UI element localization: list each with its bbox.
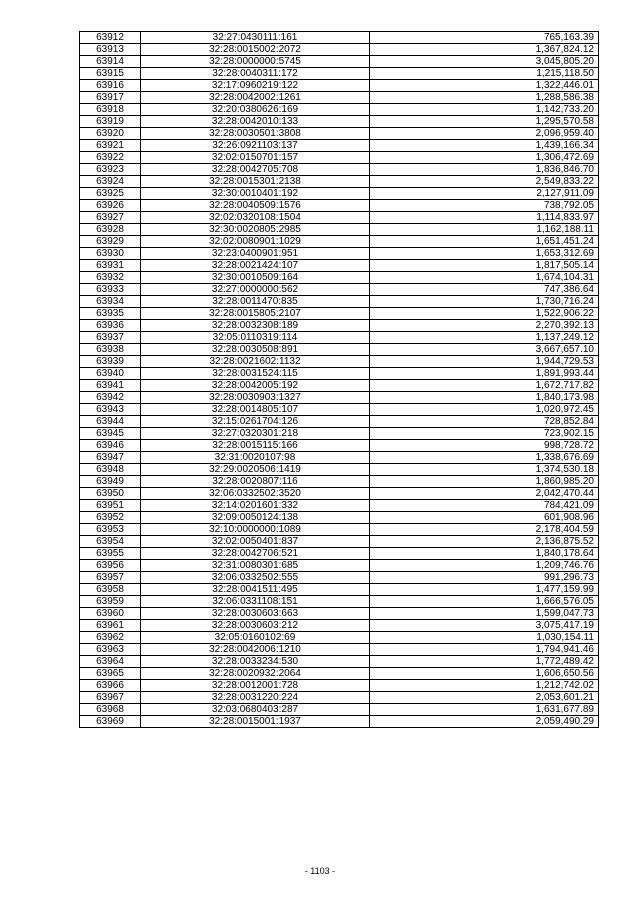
cadastral-number-cell: 32:28:0030903:1327	[141, 392, 370, 404]
cadastral-number-cell: 32:28:0032308:189	[141, 320, 370, 332]
cadastral-value-cell: 1,599,047.73	[370, 608, 599, 620]
table-row	[80, 524, 599, 536]
cadastral-value-cell: 1,367,824.12	[370, 44, 599, 56]
cadastral-number-cell: 32:09:0050124:138	[141, 512, 370, 524]
cadastral-number-cell: 32:28:0031220:224	[141, 692, 370, 704]
row-number-cell: 63969	[80, 716, 141, 728]
cadastral-number-cell: 32:28:0042010:133	[141, 116, 370, 128]
row-number-cell: 63924	[80, 176, 141, 188]
table-row	[80, 572, 599, 584]
row-number-cell: 63918	[80, 104, 141, 116]
cadastral-number-cell: 32:28:0020932:2064	[141, 668, 370, 680]
table-row	[80, 608, 599, 620]
table-row	[80, 272, 599, 284]
row-number-cell: 63948	[80, 464, 141, 476]
cadastral-number-cell: 32:17:0960219:122	[141, 80, 370, 92]
row-number-cell: 63930	[80, 248, 141, 260]
cadastral-number-cell: 32:14:0201601:332	[141, 500, 370, 512]
row-number-cell: 63928	[80, 224, 141, 236]
table-row	[80, 500, 599, 512]
row-number-cell: 63956	[80, 560, 141, 572]
cadastral-number-cell: 32:30:0010509:164	[141, 272, 370, 284]
cadastral-value-cell: 1,137,249.12	[370, 332, 599, 344]
table-row	[80, 404, 599, 416]
cadastral-value-cell: 1,944,729.53	[370, 356, 599, 368]
cadastral-value-cell: 1,772,489.42	[370, 656, 599, 668]
cadastral-value-cell: 1,439,166.34	[370, 140, 599, 152]
row-number-cell: 63915	[80, 68, 141, 80]
table-row	[80, 80, 599, 92]
cadastral-value-cell: 1,651,451.24	[370, 236, 599, 248]
row-number-cell: 63959	[80, 596, 141, 608]
cadastral-value-cell: 998,728.72	[370, 440, 599, 452]
cadastral-number-cell: 32:28:0015001:1937	[141, 716, 370, 728]
row-number-cell: 63936	[80, 320, 141, 332]
row-number-cell: 63942	[80, 392, 141, 404]
cadastral-number-cell: 32:28:0021424:107	[141, 260, 370, 272]
cadastral-number-cell: 32:06:0332502:3520	[141, 488, 370, 500]
table-row	[80, 284, 599, 296]
cadastral-value-cell: 784,421.09	[370, 500, 599, 512]
cadastral-number-cell: 32:28:0020807:116	[141, 476, 370, 488]
cadastral-value-cell: 1,295,570.58	[370, 116, 599, 128]
cadastral-value-cell: 728,852.84	[370, 416, 599, 428]
cadastral-number-cell: 32:28:0015301:2138	[141, 176, 370, 188]
row-number-cell: 63960	[80, 608, 141, 620]
cadastral-number-cell: 32:28:0000000:5745	[141, 56, 370, 68]
cadastral-number-cell: 32:28:0012001:728	[141, 680, 370, 692]
cadastral-value-cell: 2,270,392.13	[370, 320, 599, 332]
row-number-cell: 63934	[80, 296, 141, 308]
cadastral-value-cell: 723,902.15	[370, 428, 599, 440]
cadastral-number-cell: 32:05:0110319:114	[141, 332, 370, 344]
table-row	[80, 116, 599, 128]
cadastral-value-cell: 1,666,576.05	[370, 596, 599, 608]
table-row	[80, 548, 599, 560]
row-number-cell: 63961	[80, 620, 141, 632]
cadastral-value-cell: 1,817,505.14	[370, 260, 599, 272]
cadastral-number-cell: 32:02:0320108:1504	[141, 212, 370, 224]
cadastral-value-cell: 1,794,941.46	[370, 644, 599, 656]
cadastral-number-cell: 32:10:0000000:1089	[141, 524, 370, 536]
cadastral-value-cell: 1,374,530.18	[370, 464, 599, 476]
row-number-cell: 63932	[80, 272, 141, 284]
table-row	[80, 68, 599, 80]
row-number-cell: 63966	[80, 680, 141, 692]
cadastral-value-cell: 1,606,650.56	[370, 668, 599, 680]
cadastral-number-cell: 32:28:0015805:2107	[141, 308, 370, 320]
row-number-cell: 63940	[80, 368, 141, 380]
table-row	[80, 104, 599, 116]
cadastral-value-cell: 1,477,159.99	[370, 584, 599, 596]
cadastral-number-cell: 32:28:0042706:521	[141, 548, 370, 560]
row-number-cell: 63949	[80, 476, 141, 488]
cadastral-value-cell: 991,296.73	[370, 572, 599, 584]
table-row	[80, 416, 599, 428]
table-row	[80, 704, 599, 716]
row-number-cell: 63926	[80, 200, 141, 212]
cadastral-number-cell: 32:02:0080901:1029	[141, 236, 370, 248]
cadastral-number-cell: 32:28:0033234:530	[141, 656, 370, 668]
cadastral-number-cell: 32:03:0680403:287	[141, 704, 370, 716]
row-number-cell: 63920	[80, 128, 141, 140]
cadastral-number-cell: 32:28:0040311:172	[141, 68, 370, 80]
table-row	[80, 368, 599, 380]
table-row	[80, 392, 599, 404]
table-row	[80, 560, 599, 572]
cadastral-number-cell: 32:27:0430111:161	[141, 32, 370, 44]
cadastral-number-cell: 32:27:0000000:562	[141, 284, 370, 296]
table-row	[80, 128, 599, 140]
cadastral-number-cell: 32:02:0050401:837	[141, 536, 370, 548]
cadastral-value-cell: 1,030,154.11	[370, 632, 599, 644]
cadastral-value-cell: 765,163.39	[370, 32, 599, 44]
cadastral-value-cell: 2,096,959.40	[370, 128, 599, 140]
cadastral-value-cell: 2,178,404.59	[370, 524, 599, 536]
cadastral-number-cell: 32:28:0030501:3808	[141, 128, 370, 140]
cadastral-value-cell: 2,042,470.44	[370, 488, 599, 500]
table-row	[80, 356, 599, 368]
table-row	[80, 152, 599, 164]
cadastral-value-cell: 1,306,472.69	[370, 152, 599, 164]
cadastral-value-cell: 1,730,716.24	[370, 296, 599, 308]
row-number-cell: 63921	[80, 140, 141, 152]
row-number-cell: 63963	[80, 644, 141, 656]
cadastral-value-cell: 1,891,993.44	[370, 368, 599, 380]
table-row	[80, 248, 599, 260]
cadastral-value-cell: 3,045,805.20	[370, 56, 599, 68]
cadastral-value-cell: 1,860,985.20	[370, 476, 599, 488]
cadastral-value-cell: 1,162,188.11	[370, 224, 599, 236]
table-row	[80, 716, 599, 728]
cadastral-number-cell: 32:20:0380626:169	[141, 104, 370, 116]
cadastral-value-cell: 738,792.05	[370, 200, 599, 212]
cadastral-value-cell: 1,631,677.89	[370, 704, 599, 716]
table-row	[80, 320, 599, 332]
table-row	[80, 32, 599, 44]
row-number-cell: 63952	[80, 512, 141, 524]
table-row	[80, 332, 599, 344]
table-row	[80, 164, 599, 176]
cadastral-value-cell: 1,020,972.45	[370, 404, 599, 416]
cadastral-value-cell: 2,127,911.09	[370, 188, 599, 200]
table-row	[80, 452, 599, 464]
cadastral-value-cell: 1,338,676.69	[370, 452, 599, 464]
cadastral-number-cell: 32:28:0014805:107	[141, 404, 370, 416]
row-number-cell: 63929	[80, 236, 141, 248]
cadastral-number-cell: 32:28:0015002:2072	[141, 44, 370, 56]
cadastral-number-cell: 32:28:0040509:1576	[141, 200, 370, 212]
row-number-cell: 63922	[80, 152, 141, 164]
table-row	[80, 344, 599, 356]
table-row	[80, 380, 599, 392]
row-number-cell: 63958	[80, 584, 141, 596]
row-number-cell: 63937	[80, 332, 141, 344]
cadastral-value-cell: 2,053,601.21	[370, 692, 599, 704]
row-number-cell: 63938	[80, 344, 141, 356]
cadastral-value-cell: 3,075,417.19	[370, 620, 599, 632]
row-number-cell: 63919	[80, 116, 141, 128]
cadastral-number-cell: 32:02:0150701:157	[141, 152, 370, 164]
cadastral-value-cell: 3,667,657.10	[370, 344, 599, 356]
table-row	[80, 188, 599, 200]
cadastral-value-cell: 1,653,312.69	[370, 248, 599, 260]
cadastral-number-cell: 32:06:0332502:555	[141, 572, 370, 584]
cadastral-value-cell: 1,209,746.76	[370, 560, 599, 572]
table-row	[80, 260, 599, 272]
cadastral-value-cell: 1,840,178.64	[370, 548, 599, 560]
row-number-cell: 63939	[80, 356, 141, 368]
row-number-cell: 63931	[80, 260, 141, 272]
cadastral-value-cell: 1,836,846.70	[370, 164, 599, 176]
table-row	[80, 668, 599, 680]
cadastral-value-cell: 747,386.64	[370, 284, 599, 296]
table-row	[80, 464, 599, 476]
cadastral-number-cell: 32:28:0030603:212	[141, 620, 370, 632]
table-row	[80, 56, 599, 68]
cadastral-number-cell: 32:28:0015115:166	[141, 440, 370, 452]
table-row	[80, 584, 599, 596]
row-number-cell: 63962	[80, 632, 141, 644]
cadastral-number-cell: 32:05:0160102:69	[141, 632, 370, 644]
cadastral-value-cell: 1,674,104.31	[370, 272, 599, 284]
row-number-cell: 63927	[80, 212, 141, 224]
cadastral-number-cell: 32:29:0020506:1419	[141, 464, 370, 476]
row-number-cell: 63914	[80, 56, 141, 68]
cadastral-number-cell: 32:28:0011470:835	[141, 296, 370, 308]
cadastral-value-cell: 2,549,833.22	[370, 176, 599, 188]
cadastral-number-cell: 32:28:0030603:663	[141, 608, 370, 620]
row-number-cell: 63925	[80, 188, 141, 200]
cadastral-value-cell: 1,672,717.82	[370, 380, 599, 392]
row-number-cell: 63923	[80, 164, 141, 176]
row-number-cell: 63953	[80, 524, 141, 536]
row-number-cell: 63945	[80, 428, 141, 440]
table-row	[80, 656, 599, 668]
row-number-cell: 63916	[80, 80, 141, 92]
row-number-cell: 63946	[80, 440, 141, 452]
cadastral-value-cell: 1,522,906.22	[370, 308, 599, 320]
table-row	[80, 620, 599, 632]
table-row	[80, 236, 599, 248]
row-number-cell: 63941	[80, 380, 141, 392]
cadastral-number-cell: 32:28:0030508:891	[141, 344, 370, 356]
table-row	[80, 224, 599, 236]
cadastral-value-cell: 1,288,586.38	[370, 92, 599, 104]
row-number-cell: 63967	[80, 692, 141, 704]
table-row	[80, 200, 599, 212]
table-row	[80, 176, 599, 188]
row-number-cell: 63951	[80, 500, 141, 512]
table-row	[80, 428, 599, 440]
cadastral-number-cell: 32:28:0031524:115	[141, 368, 370, 380]
cadastral-number-cell: 32:31:0080301:685	[141, 560, 370, 572]
table-row	[80, 512, 599, 524]
property-register-table	[79, 31, 599, 728]
row-number-cell: 63965	[80, 668, 141, 680]
cadastral-number-cell: 32:31:0020107:98	[141, 452, 370, 464]
cadastral-number-cell: 32:23:0400901:951	[141, 248, 370, 260]
table-row	[80, 440, 599, 452]
table-row	[80, 92, 599, 104]
register-table-body	[80, 32, 599, 728]
table-row	[80, 596, 599, 608]
table-row	[80, 632, 599, 644]
cadastral-number-cell: 32:28:0042005:192	[141, 380, 370, 392]
table-row	[80, 212, 599, 224]
cadastral-number-cell: 32:28:0041511:495	[141, 584, 370, 596]
cadastral-number-cell: 32:30:0010401:192	[141, 188, 370, 200]
cadastral-value-cell: 1,212,742.02	[370, 680, 599, 692]
cadastral-number-cell: 32:06:0331108:151	[141, 596, 370, 608]
table-row	[80, 308, 599, 320]
page-number: - 1103 -	[304, 866, 336, 876]
cadastral-number-cell: 32:15:0261704:126	[141, 416, 370, 428]
cadastral-value-cell: 1,114,833.97	[370, 212, 599, 224]
row-number-cell: 63968	[80, 704, 141, 716]
table-row	[80, 692, 599, 704]
cadastral-number-cell: 32:27:0320301:218	[141, 428, 370, 440]
table-row	[80, 44, 599, 56]
cadastral-number-cell: 32:30:0020805:2985	[141, 224, 370, 236]
cadastral-number-cell: 32:28:0042006:1210	[141, 644, 370, 656]
cadastral-number-cell: 32:28:0042705:708	[141, 164, 370, 176]
table-row	[80, 644, 599, 656]
cadastral-value-cell: 2,136,875.52	[370, 536, 599, 548]
table-row	[80, 536, 599, 548]
row-number-cell: 63933	[80, 284, 141, 296]
row-number-cell: 63964	[80, 656, 141, 668]
table-row	[80, 140, 599, 152]
row-number-cell: 63950	[80, 488, 141, 500]
row-number-cell: 63957	[80, 572, 141, 584]
table-row	[80, 296, 599, 308]
cadastral-value-cell: 1,840,173.98	[370, 392, 599, 404]
table-row	[80, 680, 599, 692]
cadastral-value-cell: 1,322,446.01	[370, 80, 599, 92]
row-number-cell: 63935	[80, 308, 141, 320]
row-number-cell: 63943	[80, 404, 141, 416]
row-number-cell: 63954	[80, 536, 141, 548]
table-row	[80, 488, 599, 500]
row-number-cell: 63955	[80, 548, 141, 560]
row-number-cell: 63944	[80, 416, 141, 428]
row-number-cell: 63912	[80, 32, 141, 44]
cadastral-number-cell: 32:28:0042002:1261	[141, 92, 370, 104]
cadastral-value-cell: 2,059,490.29	[370, 716, 599, 728]
cadastral-value-cell: 601,908.96	[370, 512, 599, 524]
table-row	[80, 476, 599, 488]
row-number-cell: 63947	[80, 452, 141, 464]
row-number-cell: 63917	[80, 92, 141, 104]
cadastral-number-cell: 32:26:0921103:137	[141, 140, 370, 152]
cadastral-value-cell: 1,215,118.50	[370, 68, 599, 80]
row-number-cell: 63913	[80, 44, 141, 56]
cadastral-number-cell: 32:28:0021602:1132	[141, 356, 370, 368]
cadastral-value-cell: 1,142,733.20	[370, 104, 599, 116]
